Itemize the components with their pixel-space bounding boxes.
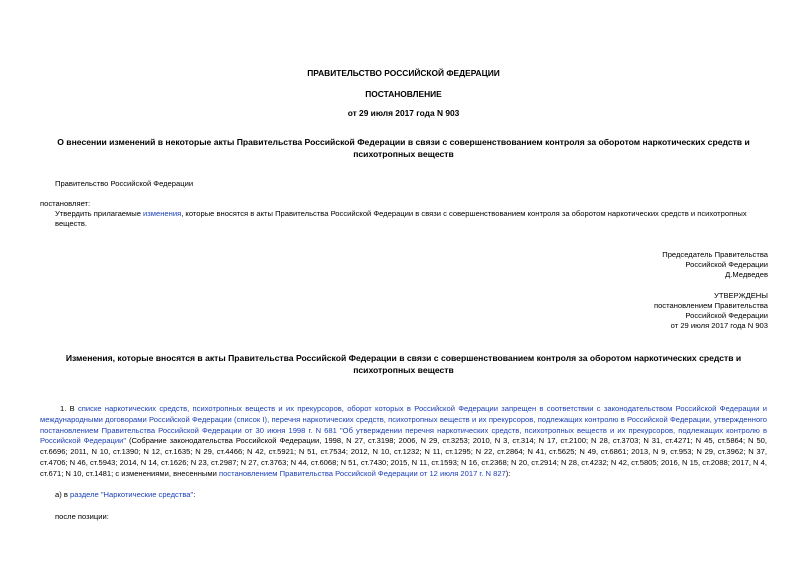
narcotics-section-link[interactable]: разделе "Наркотические средства" <box>70 490 194 499</box>
approved-line-3: Российской Федерации <box>685 311 768 320</box>
list-link[interactable]: списке наркотических средств, психотропных веществ и их прекурсоров, оборот которых в Российской Федерации запрещен в соответствии с законодательством Российской Федерации и международными договорами Российской Федерации (список I), перечня наркотических средств, психотропных веществ и их прекурсоров, подлежащих контролю в Российской Федерации, утвержденного постановлением Правительства Российской Федерации от 30 июня 1998 г. N 681 "Об утверждении перечня наркотических средств, психотропных веществ и их прекурсоров, подлежащих контролю в Российской Федерации" <box>40 404 767 446</box>
suba-suffix: : <box>193 490 196 499</box>
approved-line-2: постановлением Правительства <box>653 301 768 310</box>
suba-prefix: а) в <box>55 490 71 499</box>
paragraph-1 <box>40 404 767 480</box>
approved-block <box>654 291 768 331</box>
signature-line-2: Российской Федерации <box>685 260 768 269</box>
para1-num: 1. В <box>60 404 78 413</box>
header-government: ПРАВИТЕЛЬСТВО РОССИЙСКОЙ ФЕДЕРАЦИИ <box>307 68 500 78</box>
after-position-text: после позиции: <box>55 512 109 521</box>
resolution-827-link[interactable]: постановлением Правительства Российской Федерации от 12 июля 2017 г. N 827 <box>218 468 506 478</box>
document-title: О внесении изменений в некоторые акты Правительства Российской Федерации в связи с совершенствованием контроля за оборотом наркотических средств и психотропных веществ <box>57 137 750 159</box>
government-text: Правительство Российской Федерации <box>55 179 194 188</box>
subparagraph-a <box>55 490 195 500</box>
changes-title: Изменения, которые вносятся в акты Правительства Российской Федерации в связи с совершенствованием контроля за оборотом наркотических средств и психотропных веществ <box>65 353 742 375</box>
signature-block <box>662 250 768 280</box>
approved-line-4: от 29 июля 2017 года N 903 <box>670 321 768 330</box>
changes-link[interactable]: изменения <box>143 209 182 218</box>
approve-paragraph <box>55 209 775 229</box>
para1-end: ): <box>505 468 511 478</box>
header-date: от 29 июля 2017 года N 903 <box>347 108 460 118</box>
resolves-text: постановляет: <box>40 199 91 208</box>
para1-middle: (Собрание законодательства Российской Федерации, 1998, N 27, ст.3198; 2006, N 29, ст.3253; 2010, N 3, ст.314; N 17, ст.2100; N 28, ст.3703; N 31, ст.4271; N 45, ст.5864; N 50, ст.6696; 2011, N 10, ст.1390; N 12, ст.1635; N 29, ст.4466; N 42, ст.5921; N 51, ст.7534; 2012, N 10, ст.1232; N 11, ст.1295; N 22, ст.2864; N 41, ст.5625; N 49, ст.6861; 2013, N 9, ст.953; N 29, ст.3962; N 37, ст.4706; N 46, ст.5943; 2014, N 14, ст.1626; N 23, ст.2987; N 27, ст.3763; N 44, ст.6068; N 51, ст.7430; 2015, N 11, ст.1593; N 16, ст.2368; N 20, ст.2914; N 28, ст.4232; N 42, ст.5805; 2016, N 15, ст.2088; 2017, N 4, ст.671; N 10, ст.1481; с изменениями, внесенными <box>40 436 767 478</box>
header-resolution: ПОСТАНОВЛЕНИЕ <box>365 89 442 99</box>
signature-line-3: Д.Медведев <box>725 270 768 279</box>
approve-suffix: , которые вносятся в акты Правительства Российской Федерации в связи с совершенствованием контроля за оборотом наркотических средств и психотропных веществ. <box>55 209 747 228</box>
approved-line-1: УТВЕРЖДЕНЫ <box>714 291 768 300</box>
signature-line-1: Председатель Правительства <box>662 250 768 259</box>
approve-prefix: Утвердить прилагаемые <box>55 209 144 218</box>
